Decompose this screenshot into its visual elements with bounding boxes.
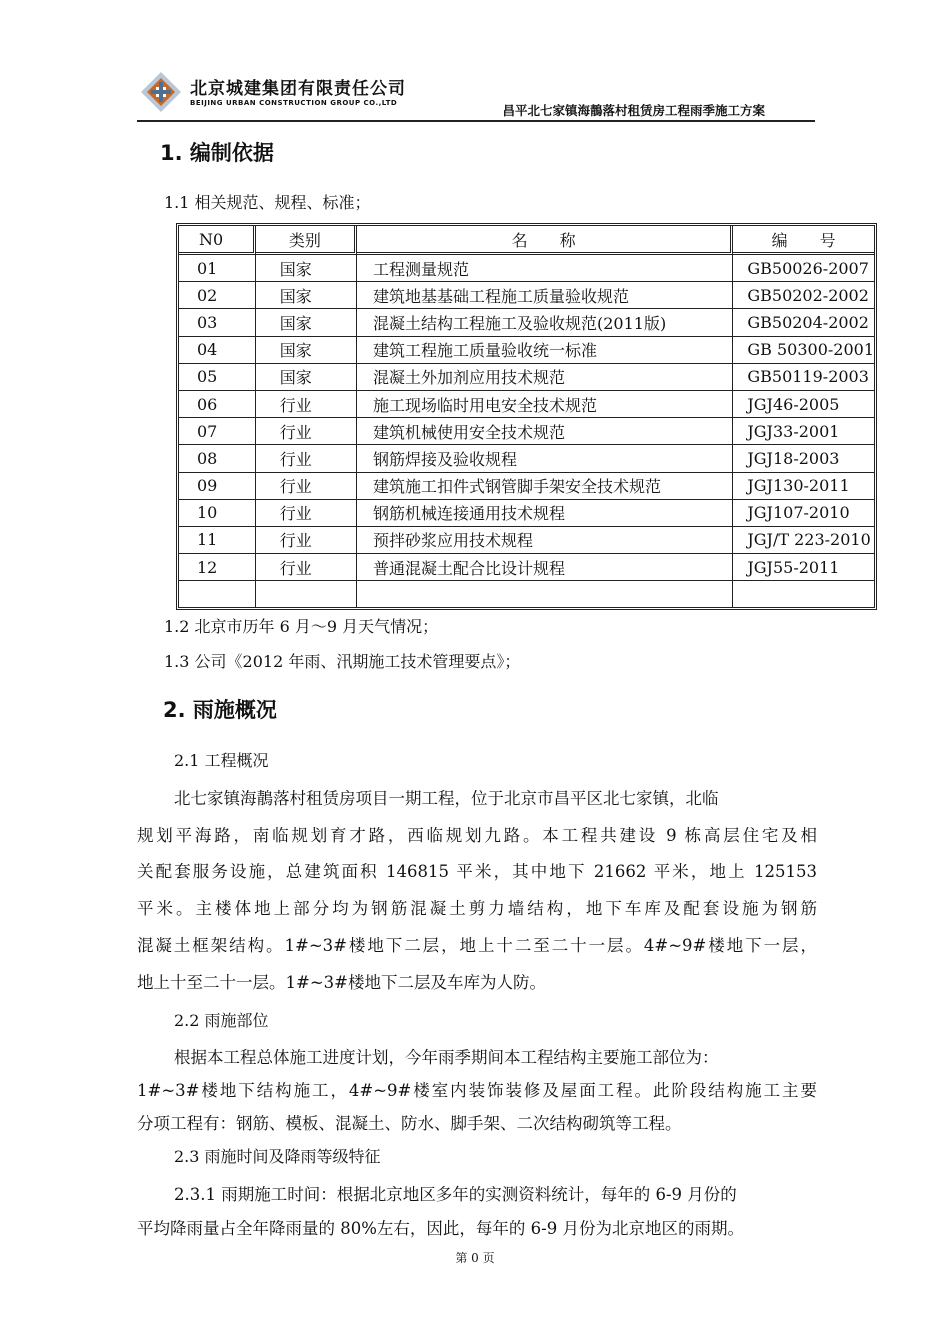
cell-code: GB50204-2002 bbox=[733, 309, 874, 336]
cell-no: 10 bbox=[179, 500, 256, 527]
table-row bbox=[179, 445, 874, 472]
subsection-1-2: 1.2 北京市历年 6 月～9 月天气情况； bbox=[164, 617, 439, 636]
col-header-category: 类别 bbox=[256, 226, 357, 255]
paragraph-line: 平均降雨量占全年降雨量的 80%左右，因此，每年的 6-9 月份为北京地区的雨期。 bbox=[137, 1219, 744, 1238]
cell-no: 04 bbox=[179, 337, 256, 364]
paragraph-line: 平米。主楼体地上部分均为钢筋混凝土剪力墙结构，地下车库及配套设施为钢筋 bbox=[137, 899, 817, 918]
cell-category: 国家 bbox=[256, 337, 357, 364]
cell-category: 国家 bbox=[256, 309, 357, 336]
standards-table bbox=[176, 223, 877, 610]
paragraph-line: 规划平海路，南临规划育才路，西临规划九路。本工程共建设 9 栋高层住宅及相 bbox=[137, 826, 817, 845]
cell-name bbox=[357, 581, 733, 607]
cell-category bbox=[256, 581, 357, 607]
cell-code: GB50119-2003 bbox=[733, 364, 874, 391]
page-number: 第 0 页 bbox=[455, 1251, 495, 1265]
table-row bbox=[179, 309, 874, 336]
table-row bbox=[179, 527, 874, 554]
subsection-2-1: 2.1 工程概况 bbox=[174, 751, 269, 770]
page-header bbox=[137, 68, 815, 122]
paragraph-line: 混凝土框架结构。1#~3#楼地下二层，地上十二至二十一层。4#~9#楼地下一层， bbox=[137, 936, 817, 955]
cell-no: 01 bbox=[179, 255, 256, 282]
table-row-empty bbox=[179, 581, 874, 607]
cell-code: JGJ18-2003 bbox=[733, 445, 874, 472]
table-row bbox=[179, 473, 874, 500]
table-row bbox=[179, 364, 874, 391]
cell-name: 建筑机械使用安全技术规范 bbox=[357, 418, 733, 445]
table-row bbox=[179, 255, 874, 282]
cell-category: 国家 bbox=[256, 364, 357, 391]
table-header-row bbox=[179, 226, 874, 255]
subsection-1-1: 1.1 相关规范、规程、标准； bbox=[164, 193, 371, 212]
subsection-2-3: 2.3 雨施时间及降雨等级特征 bbox=[174, 1147, 381, 1166]
table-row bbox=[179, 418, 874, 445]
cell-category: 行业 bbox=[256, 391, 357, 418]
company-name-cn: 北京城建集团有限责任公司 bbox=[190, 79, 406, 99]
cell-name: 建筑施工扣件式钢管脚手架安全技术规范 bbox=[357, 473, 733, 500]
cell-name: 钢筋焊接及验收规程 bbox=[357, 445, 733, 472]
cell-no: 07 bbox=[179, 418, 256, 445]
col-header-no: N0 bbox=[179, 226, 256, 255]
cell-name: 施工现场临时用电安全技术规范 bbox=[357, 391, 733, 418]
paragraph-line: 关配套服务设施，总建筑面积 146815 平米，其中地下 21662 平米，地上 125153 bbox=[137, 862, 817, 881]
cell-code: JGJ33-2001 bbox=[733, 418, 874, 445]
cell-no: 02 bbox=[179, 282, 256, 309]
cell-no: 05 bbox=[179, 364, 256, 391]
section-1-heading: 1. 编制依据 bbox=[160, 141, 274, 165]
paragraph-line: 地上十至二十一层。1#~3#楼地下二层及车库为人防。 bbox=[137, 973, 546, 992]
cell-category: 行业 bbox=[256, 527, 357, 554]
table-row bbox=[179, 554, 874, 581]
cell-name: 建筑工程施工质量验收统一标准 bbox=[357, 337, 733, 364]
paragraph-line: 2.3.1 雨期施工时间：根据北京地区多年的实测资料统计，每年的 6-9 月份的 bbox=[174, 1185, 737, 1204]
paragraph-line: 分项工程有：钢筋、模板、混凝土、防水、脚手架、二次结构砌筑等工程。 bbox=[137, 1114, 682, 1133]
cell-no: 12 bbox=[179, 554, 256, 581]
col-header-name: 名 称 bbox=[357, 226, 733, 255]
cell-code: JGJ107-2010 bbox=[733, 500, 874, 527]
cell-name: 钢筋机械连接通用技术规程 bbox=[357, 500, 733, 527]
cell-category: 国家 bbox=[256, 255, 357, 282]
cell-no: 11 bbox=[179, 527, 256, 554]
cell-category: 行业 bbox=[256, 473, 357, 500]
cell-code: JGJ130-2011 bbox=[733, 473, 874, 500]
table-row bbox=[179, 500, 874, 527]
cell-code: JGJ55-2011 bbox=[733, 554, 874, 581]
subsection-1-3: 1.3 公司《2012 年雨、汛期施工技术管理要点》； bbox=[164, 652, 521, 671]
cell-code: GB50026-2007 bbox=[733, 255, 874, 282]
cell-category: 行业 bbox=[256, 500, 357, 527]
cell-name: 混凝土结构工程施工及验收规范(2011版) bbox=[357, 309, 733, 336]
cell-category: 行业 bbox=[256, 418, 357, 445]
table-row bbox=[179, 337, 874, 364]
company-name-en: BEIJING URBAN CONSTRUCTION GROUP CO.,LTD bbox=[190, 99, 398, 107]
cell-name: 预拌砂浆应用技术规程 bbox=[357, 527, 733, 554]
cell-code: JGJ46-2005 bbox=[733, 391, 874, 418]
document-title: 昌平北七家镇海鶄落村租赁房工程雨季施工方案 bbox=[502, 103, 765, 118]
cell-code: JGJ/T 223-2010 bbox=[733, 527, 874, 554]
cell-code bbox=[733, 581, 874, 607]
cell-name: 工程测量规范 bbox=[357, 255, 733, 282]
cell-no: 08 bbox=[179, 445, 256, 472]
cell-category: 国家 bbox=[256, 282, 357, 309]
table-row bbox=[179, 391, 874, 418]
col-header-code: 编 号 bbox=[733, 226, 874, 255]
company-logo-icon bbox=[139, 70, 183, 114]
cell-no: 03 bbox=[179, 309, 256, 336]
cell-name: 混凝土外加剂应用技术规范 bbox=[357, 364, 733, 391]
cell-no: 09 bbox=[179, 473, 256, 500]
cell-no: 06 bbox=[179, 391, 256, 418]
paragraph-line: 1#~3#楼地下结构施工，4#~9#楼室内装饰装修及屋面工程。此阶段结构施工主要 bbox=[137, 1081, 817, 1100]
cell-name: 建筑地基基础工程施工质量验收规范 bbox=[357, 282, 733, 309]
paragraph-line: 北七家镇海鶄落村租赁房项目一期工程，位于北京市昌平区北七家镇，北临 bbox=[174, 789, 719, 808]
cell-category: 行业 bbox=[256, 554, 357, 581]
subsection-2-2: 2.2 雨施部位 bbox=[174, 1011, 269, 1030]
cell-code: GB50202-2002 bbox=[733, 282, 874, 309]
cell-name: 普通混凝土配合比设计规程 bbox=[357, 554, 733, 581]
cell-category: 行业 bbox=[256, 445, 357, 472]
table-row bbox=[179, 282, 874, 309]
section-2-heading: 2. 雨施概况 bbox=[163, 698, 277, 722]
paragraph-line: 根据本工程总体施工进度计划，今年雨季期间本工程结构主要施工部位为： bbox=[174, 1048, 719, 1067]
cell-code: GB 50300-2001 bbox=[733, 337, 874, 364]
cell-no bbox=[179, 581, 256, 607]
